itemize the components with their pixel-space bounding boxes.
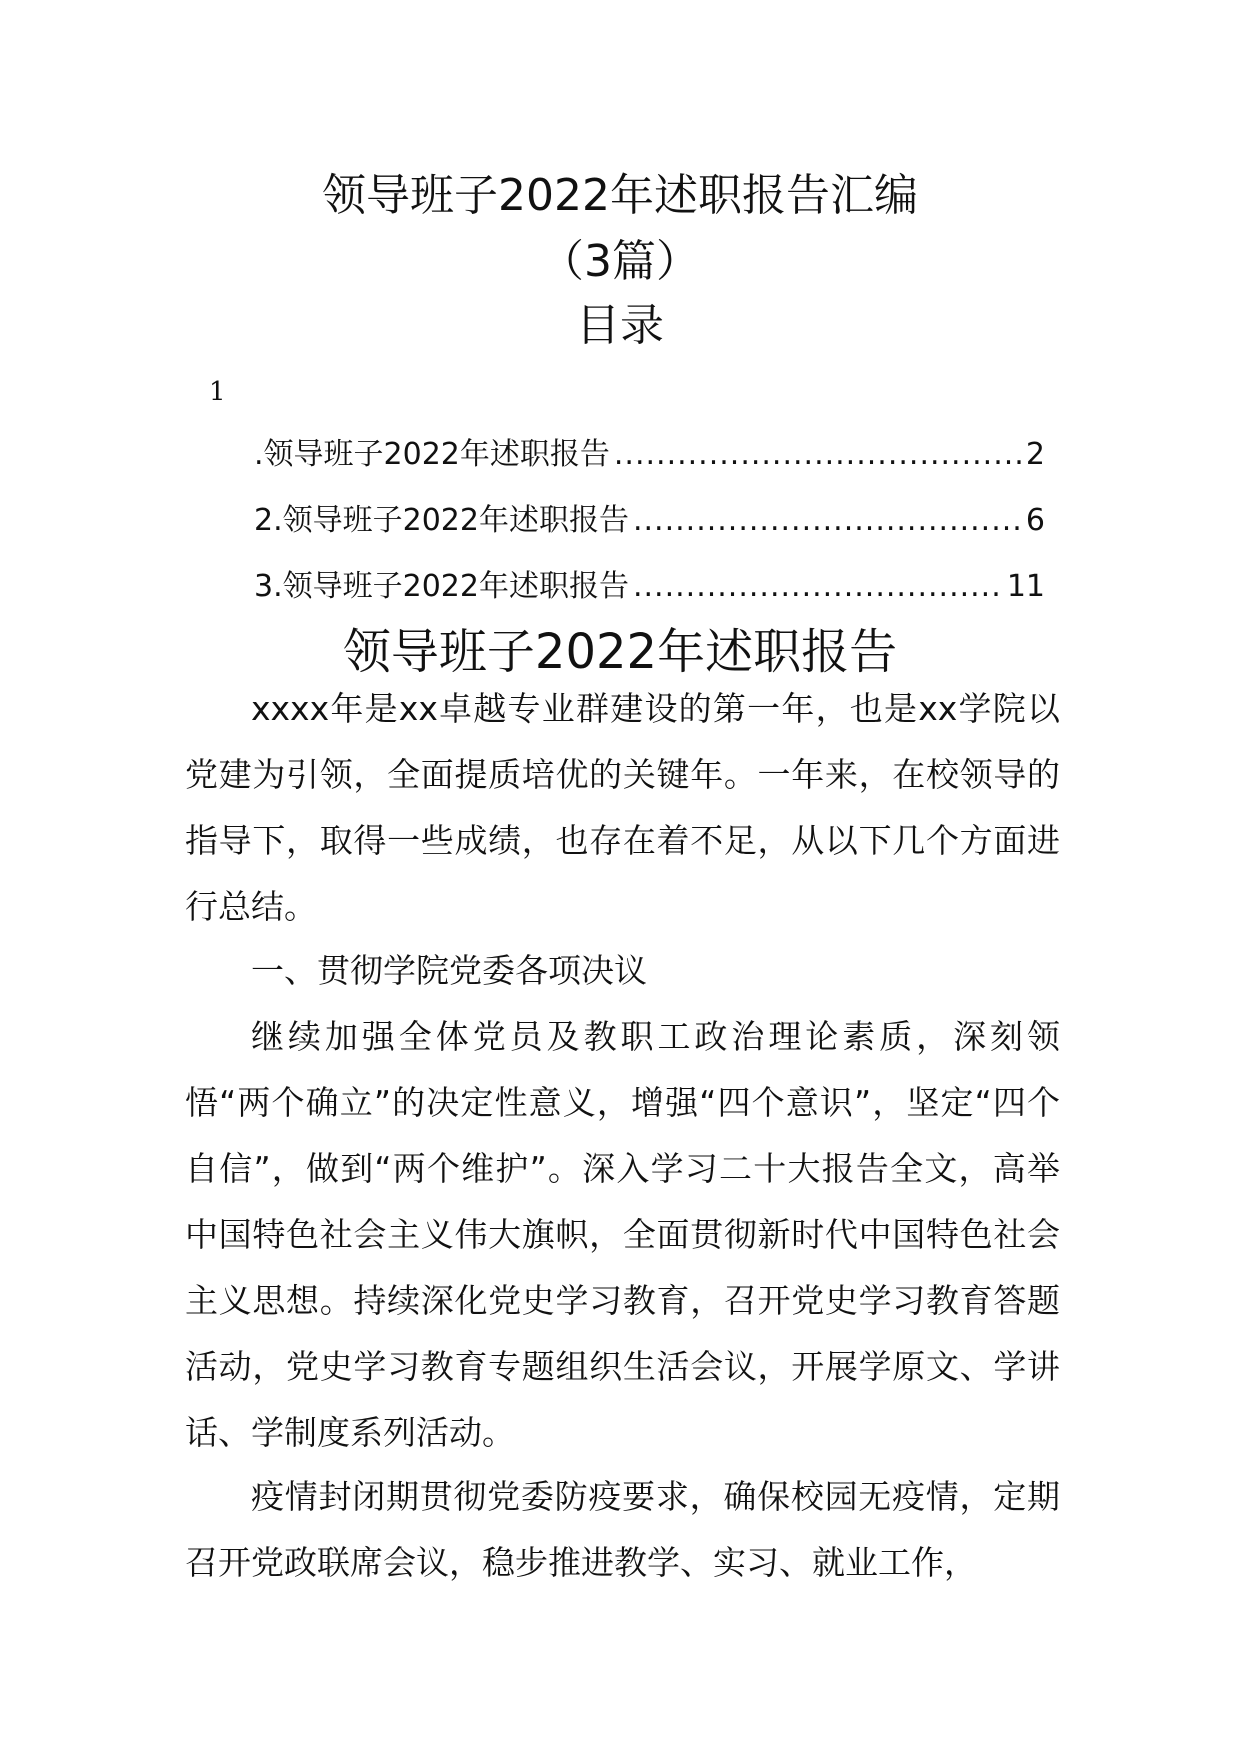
body-paragraph: 继续加强全体党员及教职工政治理论素质，深刻领悟“两个确立”的决定性意义，增强“四个意识”，坚定“四个自信”，做到“两个维护”。深入学习二十大报告全文，高举中国特色社会主义伟大旗帜，全面贯彻新时代中国特色社会主义思想。持续深化党史学习教育，召开党史学习教育答题活动，党史学习教育专题组织生活会议，开展学原文、学讲话、学制度系列活动。 xyxy=(185,1017,1060,1452)
document-title: 领导班子2022年述职报告汇编 xyxy=(322,170,918,221)
toc-item[interactable] xyxy=(254,499,1045,543)
toc-index-marker: 1 xyxy=(209,377,226,407)
toc-item-label: .领导班子2022年述职报告 xyxy=(254,437,610,472)
body-paragraph: 疫情封闭期贯彻党委防疫要求，确保校园无疫情，定期召开党政联席会议，稳步推进教学、实习、就业工作， xyxy=(185,1477,1060,1582)
toc-item[interactable] xyxy=(254,433,1045,477)
toc-item-page: 6 xyxy=(1025,503,1045,538)
toc-leader-dots xyxy=(633,565,1003,609)
toc-item-page: 11 xyxy=(1006,569,1045,604)
toc-item-page: 2 xyxy=(1025,437,1045,472)
section-heading: 一、贯彻学院党委各项决议 xyxy=(251,951,647,990)
toc-leader-dots xyxy=(614,433,1022,477)
toc-leader-dots xyxy=(633,499,1022,543)
toc-heading: 目录 xyxy=(576,300,664,351)
body-paragraph: xxxx年是xx卓越专业群建设的第一年，也是xx学院以党建为引领，全面提质培优的关键年。一年来，在校领导的指导下，取得一些成绩，也存在着不足，从以下几个方面进行总结。 xyxy=(185,689,1060,926)
toc-item-label: 2.领导班子2022年述职报告 xyxy=(254,503,629,538)
section-title: 领导班子2022年述职报告 xyxy=(342,624,898,680)
document-count-subtitle: （3篇） xyxy=(540,236,700,287)
toc-item[interactable] xyxy=(254,565,1045,609)
toc-item-label: 3.领导班子2022年述职报告 xyxy=(254,569,629,604)
